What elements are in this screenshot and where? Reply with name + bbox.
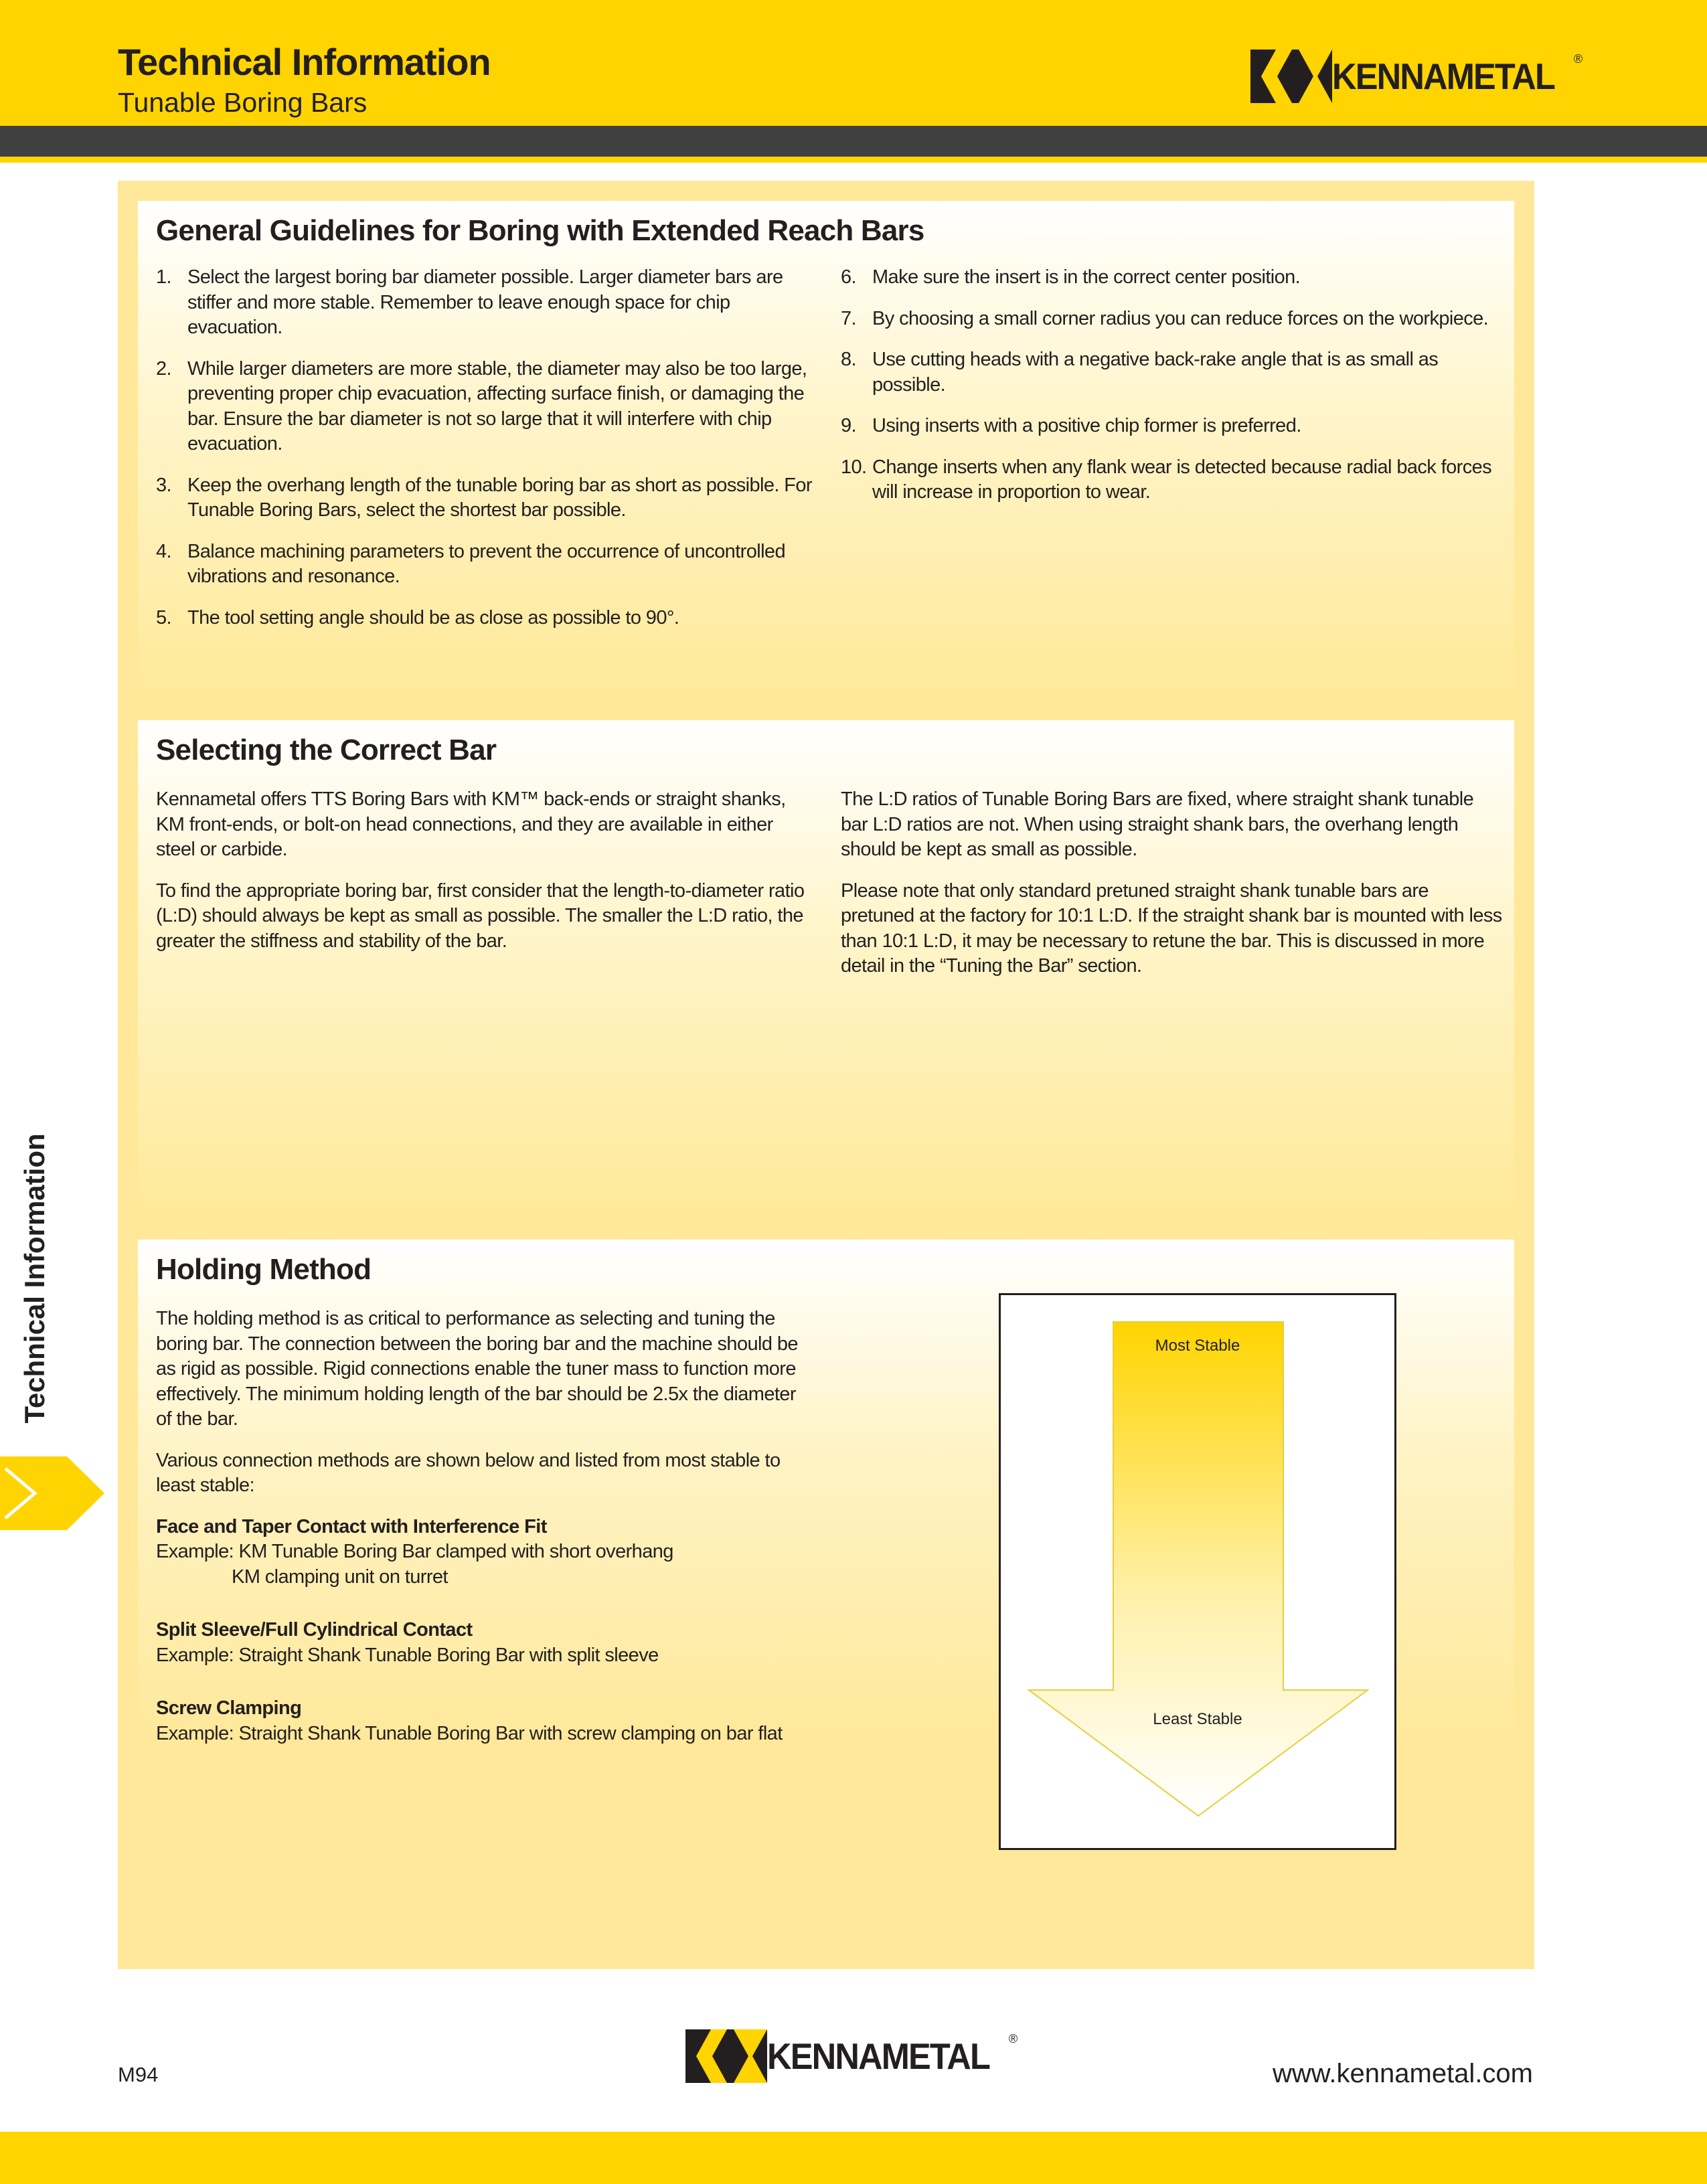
- holding-method-2: [156, 1618, 812, 1668]
- header-accent-line: [0, 157, 1707, 163]
- method-3-example: Example: Straight Shank Tunable Boring Bar with screw clamping on bar flat: [156, 1722, 783, 1744]
- guidelines-right-column: [841, 265, 1510, 521]
- guideline-item: 3. Keep the overhang length of the tunable boring bar as short as possible. For Tunable Boring Bars, select the shortest bar possible.: [156, 474, 812, 521]
- guideline-item: 9. Using inserts with a positive chip former is preferred.: [841, 415, 1301, 436]
- page-title: Technical Information: [118, 41, 491, 83]
- method-3-title: Screw Clamping: [156, 1697, 302, 1719]
- brand-wordmark: KENNAMETAL: [1332, 55, 1555, 97]
- footer-logo: [685, 2029, 1018, 2083]
- kennametal-k-logo-icon: [1250, 50, 1332, 103]
- side-tab-text: Technical Information: [19, 1133, 50, 1424]
- kennametal-k-logo-icon: [685, 2029, 767, 2083]
- method-2-title: Split Sleeve/Full Cylindrical Contact: [156, 1619, 473, 1641]
- header-dark-band: [0, 126, 1707, 157]
- holding-title: Holding Method: [156, 1253, 372, 1286]
- registered-mark: ®: [1008, 2032, 1018, 2045]
- selecting-title: Selecting the Correct Bar: [156, 734, 497, 766]
- selecting-right-column: [841, 787, 1503, 995]
- header-logo: [1250, 50, 1582, 103]
- website-link[interactable]: www.kennametal.com: [1272, 2059, 1533, 2088]
- guideline-item: 8. Use cutting heads with a negative back-rake angle that is as small as possible.: [841, 349, 1439, 396]
- holding-paragraph-2: Various connection methods are shown below and listed from most stable to least stable:: [156, 1449, 781, 1496]
- down-arrow-icon: [1001, 1295, 1394, 1848]
- holding-text-column: [156, 1307, 812, 1774]
- least-stable-label: Least Stable: [1153, 1710, 1242, 1728]
- guideline-item: 2. While larger diameters are more stable, the diameter may also be too large, preventing proper chip evacuation, affecting surface finish, or damaging the bar. Ensure the bar diameter is not so large that it will interfere with chip evacuation.: [156, 357, 807, 454]
- guidelines-left-column: [156, 265, 825, 647]
- page-number: M94: [118, 2063, 159, 2086]
- selecting-paragraph-2: To find the appropriate boring bar, first consider that the length-to-diameter ratio (L:D) should always be kept as small as possible. The smaller the L:D ratio, the greater the stiffness and stability of the bar.: [156, 879, 805, 952]
- method-1-example: Example: KM Tunable Boring Bar clamped with short overhang: [156, 1541, 673, 1562]
- guideline-item: 10. Change inserts when any flank wear is detected because radial back forces will increase in proportion to wear.: [841, 456, 1492, 503]
- holding-paragraph-1: The holding method is as critical to performance as selecting and tuning the boring bar. The connection between the boring bar and the machine should be as rigid as possible. Rigid connections enable the tuner mass to function more effectively. The minimum holding length of the bar should be 2.5x the diameter of the bar.: [156, 1308, 798, 1430]
- stability-arrow-diagram: [999, 1293, 1396, 1850]
- guideline-item: 7. By choosing a small corner radius you can reduce forces on the workpiece.: [841, 307, 1489, 329]
- selecting-left-column: [156, 787, 812, 970]
- most-stable-label: Most Stable: [1155, 1337, 1240, 1355]
- guideline-item: 5. The tool setting angle should be as close as possible to 90°.: [156, 606, 679, 628]
- guideline-item: 6. Make sure the insert is in the correct center position.: [841, 266, 1301, 288]
- brand-wordmark: KENNAMETAL: [767, 2035, 990, 2077]
- side-tab-chevron-icon: [0, 1456, 104, 1530]
- page-subtitle: Tunable Boring Bars: [118, 87, 368, 118]
- registered-mark: ®: [1573, 52, 1583, 66]
- selecting-section: [138, 720, 1514, 1229]
- guidelines-title: General Guidelines for Boring with Extended Reach Bars: [156, 214, 924, 247]
- guideline-item: 4. Balance machining parameters to prevent the occurrence of uncontrolled vibrations and resonance.: [156, 540, 785, 587]
- holding-section: [138, 1240, 1514, 1969]
- method-2-example: Example: Straight Shank Tunable Boring Bar with split sleeve: [156, 1644, 659, 1666]
- selecting-paragraph-1: Kennametal offers TTS Boring Bars with KM™ back-ends or straight shanks, KM front-ends, or bolt-on head connections, and they are available in either steel or carbide.: [156, 788, 786, 860]
- guideline-item: 1. Select the largest boring bar diameter possible. Larger diameter bars are stiffer and more stable. Remember to leave enough space for chip evacuation.: [156, 266, 783, 338]
- holding-method-3: [156, 1696, 812, 1746]
- method-1-title: Face and Taper Contact with Interference Fit: [156, 1515, 547, 1537]
- guidelines-section: [138, 201, 1514, 709]
- footer-band: [0, 2132, 1707, 2184]
- selecting-paragraph-3: The L:D ratios of Tunable Boring Bars are fixed, where straight shank tunable bar L:D ratios are not. When using straight shank bars, the overhang length should be kept as small as possible.: [841, 788, 1474, 860]
- selecting-paragraph-4: Please note that only standard pretuned straight shank tunable bars are pretuned at the factory for 10:1 L:D. If the straight shank bar is mounted with less than 10:1 L:D, it may be necessary to retune the bar. This is discussed in more detail in the “Tuning the Bar” section.: [841, 879, 1502, 977]
- method-1-example-cont: KM clamping unit on turret: [232, 1566, 448, 1588]
- holding-method-1: [156, 1515, 812, 1590]
